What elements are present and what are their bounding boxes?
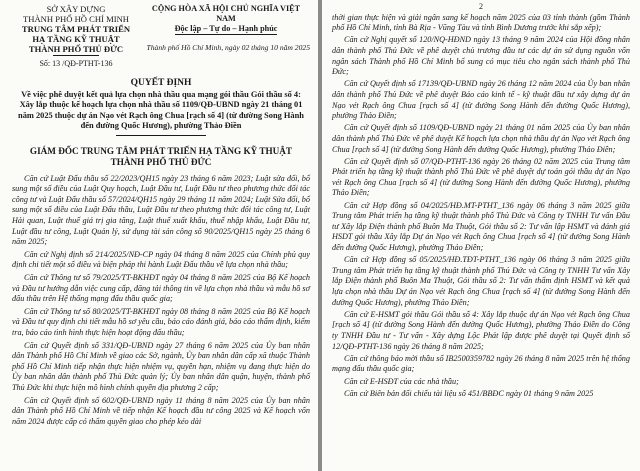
- legal-basis-paragraph: Căn cứ Quyết định số 331/QĐ-UBND ngày 27 tháng 6 năm 2025 của Ủy ban nhân dân Thành phố Hồ Chí Minh về giao các Sở, ngành, Ủy ban nhân dân cấp xã thuộc Thành phố Hồ Chí Minh tiếp nhận thực hiện nhiệm vụ, quyền hạn, nhiệm vụ đang thực hiện do Ủy ban nhân dân thành phố Thủ Đức quản lý; Ủy ban nhân dân quận, huyện, thành phố Thủ Đức khi thực hiện mô hình chính quyền địa phương 2 cấp;: [12, 340, 310, 392]
- legal-basis-paragraph: Căn cứ Quyết định số 07/QĐ-PTHT-136 ngày 26 tháng 02 năm 2025 của Trung tâm Phát triển hạ tầng kỹ thuật thành phố Thủ Đức về phê duyệt dự toán gói thầu dự án Nạo vét Rạch ông Chua [rạch số 4] (từ đường Song Hành đến đường Quốc Hương), phường Thảo Điền;: [332, 156, 630, 198]
- page-number: 2: [479, 2, 483, 11]
- issuing-center: TRUNG TÂM PHÁT TRIỂN HẠ TẦNG KỸ THUẬT THÀNH PHỐ THỦ ĐỨC: [21, 24, 131, 54]
- legal-basis-list: [332, 13, 630, 400]
- legal-basis-paragraph: Căn cứ E-HSMT gói thầu Gói thầu số 4: Xây lắp thuộc dự án Nạo vét Rạch ông Chua [rạch số 4] (từ đường Song Hành đến đường Quốc Hương), phường Thảo Điền do Công ty TNHH Đầu tư - Tư vấn - Xây dựng Lộc Phát lập được phê duyệt tại Quyết định số 12/QĐ-PTHT-136 ngày 26 tháng 8 năm 2025;: [332, 309, 630, 351]
- legal-basis-paragraph: Căn cứ Thông tư số 79/2025/TT-BKHĐT ngày 04 tháng 8 năm 2025 của Bộ Kế hoạch và Đầu tư hướng dẫn việc cung cấp, đăng tải thông tin về lựa chọn nhà thầu và mẫu hồ sơ đấu thầu trên Hệ thống mạng đấu thầu quốc gia;: [12, 272, 310, 304]
- issuer-title: GIÁM ĐỐC TRUNG TÂM PHÁT TRIỂN HẠ TẦNG KỸ THUẬT THÀNH PHỐ THỦ ĐỨC: [29, 145, 293, 167]
- legal-basis-paragraph: Căn cứ Nghị quyết số 120/NQ-HĐND ngày 13 tháng 9 năm 2024 của Hội đồng nhân dân thành phố Thủ Đức về phê duyệt chủ trương đầu tư các dự án sử dụng nguồn vốn ngân sách Thành phố Hồ Chí Minh bổ sung có mục tiêu cho ngân sách thành phố Thủ Đức;: [332, 35, 630, 77]
- legal-basis-paragraph: Căn cứ Thông tư số 80/2025/TT-BKHĐT ngày 08 tháng 8 năm 2025 của Bộ Kế hoạch và Đầu tư quy định chi tiết mẫu hồ sơ yêu cầu, báo cáo đánh giá, báo cáo thẩm định, kiểm tra, báo cáo tình hình thực hiện hoạt động đấu thầu;: [12, 306, 310, 337]
- legal-basis-paragraph: Căn cứ Luật Đấu thầu số 22/2023/QH15 ngày 23 tháng 6 năm 2023; Luật sửa đổi, bổ sung một số điều của Luật Quy hoạch, Luật Đầu tư, Luật Đầu tư theo phương thức đối tác công tư và Luật Đấu thầu số 57/2024/QH15 ngày 29 tháng 11 năm 2024; Luật Sửa đổi, bổ sung một số điều của Luật Đấu thầu, Luật Đầu tư theo phương thức đối tác công tư, Luật Hải quan, Luật thuế giá trị gia tăng, Luật thuế xuất khẩu, thuế nhập khẩu, Luật Đầu tư, Luật đầu tư công, Luật Quản lý, sử dụng tài sản công số 90/2025/QH15 ngày 25 tháng 6 năm 2025;: [12, 173, 310, 247]
- legal-basis-paragraph: Căn cứ Nghị định số 214/2025/NĐ-CP ngày 04 tháng 8 năm 2025 của Chính phủ quy định chi tiết một số điều và biện pháp thi hành Luật Đấu thầu về lựa chọn nhà thầu;: [12, 249, 310, 270]
- legal-basis-paragraph: Căn cứ Biên bản đối chiếu tài liệu số 451/BBĐC ngày 01 tháng 9 năm 2025: [344, 388, 594, 398]
- subject-rule: [116, 135, 206, 136]
- legal-basis-paragraph: Căn cứ Quyết định số 17139/QĐ-UBND ngày 26 tháng 12 năm 2024 của Ủy ban nhân dân thành phố Thủ Đức về phê duyệt Báo cáo kinh tế - kỹ thuật đầu tư xây dựng dự án Nạo vét Rạch ông Chua [rạch số 4] (từ đường Song Hành đến đường Quốc Hương), phường Thảo Điền;: [332, 79, 630, 121]
- document-number: Số: 13 /QĐ-PTHT-136: [39, 59, 113, 68]
- legal-basis-paragraph: Căn cứ thông báo mời thầu số IB2500359782 ngày 26 tháng 8 năm 2025 trên hệ thống mạng đấu thầu quốc gia;: [332, 353, 630, 374]
- document-title: QUYẾT ĐỊNH: [130, 78, 192, 88]
- legal-basis-paragraph: thời gian thực hiện và giải ngân sang kế hoạch năm 2025 của 03 tỉnh thành (gồm Thành phố Hồ Chí Minh, tỉnh Bà Rịa - Vũng Tàu và tỉnh Bình Dương trước khi sắp xếp);: [332, 12, 630, 33]
- legal-basis-paragraph: Căn cứ Hợp đồng số 04/2025/HĐ.MT-PTHT_136 ngày 06 tháng 3 năm 2025 giữa Trung tâm Phát triển hạ tầng kỹ thuật thành phố Thủ Đức và Công ty TNHH Tư vấn Đầu tư Xây lắp Điện thành phố Buôn Ma Thuột, Gói thầu số 2: Tư vấn lập HSMT và đánh giá HSDT gói thầu Xây lắp Dự án Nạo vét Rạch ông Chua [rạch số 4] (từ đường Song Hành đến đường Quốc Hương), phường Thảo Điền;: [332, 200, 630, 253]
- document-header: [12, 4, 310, 69]
- legal-basis-paragraph: Căn cứ Quyết định số 1109/QĐ-UBND ngày 21 tháng 01 năm 2025 của Ủy ban nhân dân thành phố Thủ Đức về phê duyệt Kế hoạch lựa chọn nhà thầu dự án Nạo vét Rạch ông Chua [rạch số 4] (từ đường Song Hành đến đường Quốc Hương), phường Thảo Điền;: [332, 123, 630, 154]
- national-motto: Độc lập – Tự do – Hạnh phúc: [174, 24, 278, 33]
- nation-name: CỘNG HÒA XÃ HỘI CHỦ NGHĨA VIỆT NAM: [151, 4, 301, 23]
- national-motto-block: [142, 4, 310, 69]
- legal-basis-paragraph: Căn cứ Hợp đồng số 05/2025/HĐ.TĐT-PTHT_136 ngày 06 tháng 3 năm 2025 giữa Trung tâm Phát triển hạ tầng kỹ thuật thành phố Thủ Đức và Công ty TNHH Tư vấn Xây lắp Điện thành phố Buôn Ma Thuột, Gói thầu số 2: Tư vấn thẩm định HSMT và kết quả lựa chọn nhà thầu Dự án Nạo vét Rạch ông Chua [rạch số 4] (từ đường Song Hành đến đường Quốc Hương), phường Thảo Điền;: [332, 255, 630, 307]
- parent-agency: SỞ XÂY DỰNG THÀNH PHỐ HỒ CHÍ MINH: [23, 4, 129, 24]
- document-date: Thành phố Hồ Chí Minh, ngày 02 tháng 10 năm 2025: [146, 43, 310, 52]
- legal-basis-list: [12, 174, 310, 428]
- legal-basis-paragraph: Căn cứ Quyết định số 602/QĐ-UBND ngày 11 tháng 8 năm 2025 của Ủy ban nhân dân Thành phố Hồ Chí Minh về tiếp nhận Kế hoạch đầu tư công 2025 và Kế hoạch vốn năm 2024 được cấp có thẩm quyền giao cho phép kéo dài: [12, 395, 310, 426]
- legal-basis-paragraph: Căn cứ E-HSĐT của các nhà thầu;: [344, 376, 459, 386]
- header-left-rule: [53, 55, 99, 56]
- decision-page-1: [0, 0, 318, 471]
- document-subject: Về việc phê duyệt kết quả lựa chọn nhà thầu qua mạng gói thầu Gói thầu số 4: Xây lắp thuộc kế hoạch lựa chọn nhà thầu số 1109/QĐ-UBND ngày 21 tháng 01 năm 2025 thuộc dự án Nạo vét Rạch ông Chua [rạch số 4] (từ đường Song Hành đến đường Quốc Hương), phường Thảo Điền: [18, 90, 304, 131]
- issuing-agency-block: [12, 4, 140, 69]
- decision-page-2: [322, 0, 640, 471]
